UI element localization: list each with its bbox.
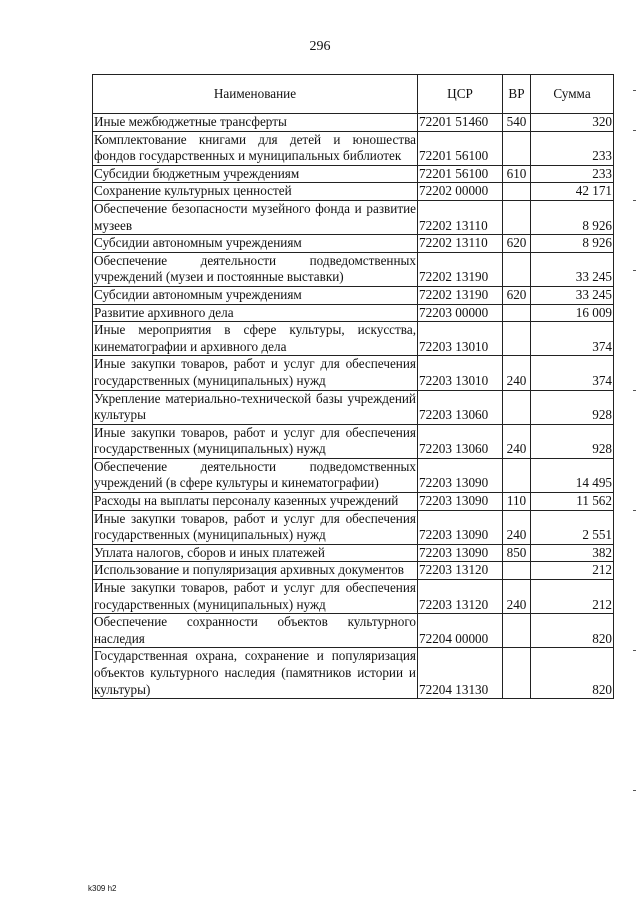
cell-csr: 72203 13090 [418, 544, 503, 562]
cell-sum: 820 [531, 648, 614, 699]
table-row [93, 580, 614, 614]
cell-csr: 72203 13090 [418, 510, 503, 544]
cell-csr: 72203 13060 [418, 390, 503, 424]
cell-csr: 72201 51460 [418, 114, 503, 132]
cell-name: Расходы на выплаты персоналу казенных учреждений [93, 493, 418, 511]
cell-csr: 72202 13110 [418, 200, 503, 234]
header-vr: ВР [503, 75, 531, 114]
header-name: Наименование [93, 75, 418, 114]
cell-csr: 72203 13090 [418, 458, 503, 492]
cell-sum: 928 [531, 390, 614, 424]
table-row [93, 544, 614, 562]
cell-csr: 72203 13090 [418, 493, 503, 511]
cell-sum: 233 [531, 165, 614, 183]
table-row [93, 648, 614, 699]
cell-csr: 72203 00000 [418, 304, 503, 322]
cell-name: Иные межбюджетные трансферты [93, 114, 418, 132]
table-row [93, 356, 614, 390]
cell-vr: 620 [503, 286, 531, 304]
header-csr: ЦСР [418, 75, 503, 114]
cell-csr: 72202 00000 [418, 183, 503, 201]
cell-vr: 240 [503, 580, 531, 614]
cell-vr [503, 200, 531, 234]
cell-csr: 72202 13190 [418, 252, 503, 286]
margin-marks [633, 90, 639, 890]
footer-code: k309 h2 [88, 884, 117, 893]
cell-csr: 72201 56100 [418, 131, 503, 165]
cell-name: Использование и популяризация архивных документов [93, 562, 418, 580]
cell-name: Сохранение культурных ценностей [93, 183, 418, 201]
cell-vr [503, 614, 531, 648]
cell-sum: 16 009 [531, 304, 614, 322]
cell-sum: 11 562 [531, 493, 614, 511]
table-row [93, 235, 614, 253]
cell-name: Обеспечение деятельности подведомственных учреждений (музеи и постоянные выставки) [93, 252, 418, 286]
page-number: 296 [309, 39, 331, 54]
table-row [93, 562, 614, 580]
table-row [93, 510, 614, 544]
table-row [93, 493, 614, 511]
cell-sum: 382 [531, 544, 614, 562]
cell-vr: 240 [503, 510, 531, 544]
table-row [93, 458, 614, 492]
table-row [93, 252, 614, 286]
cell-sum: 212 [531, 562, 614, 580]
cell-vr: 610 [503, 165, 531, 183]
cell-name: Комплектование книгами для детей и юношества фондов государственных и муниципальных библиотек [93, 131, 418, 165]
cell-vr [503, 183, 531, 201]
table-row [93, 183, 614, 201]
table-header-row [93, 75, 614, 114]
cell-sum: 14 495 [531, 458, 614, 492]
cell-vr [503, 304, 531, 322]
cell-csr: 72203 13120 [418, 562, 503, 580]
cell-csr: 72203 13010 [418, 356, 503, 390]
cell-name: Субсидии бюджетным учреждениям [93, 165, 418, 183]
cell-vr [503, 131, 531, 165]
cell-name: Уплата налогов, сборов и иных платежей [93, 544, 418, 562]
cell-sum: 42 171 [531, 183, 614, 201]
cell-csr: 72202 13110 [418, 235, 503, 253]
table-row [93, 614, 614, 648]
cell-csr: 72204 00000 [418, 614, 503, 648]
cell-name: Иные закупки товаров, работ и услуг для обеспечения государственных (муниципальных) нужд [93, 580, 418, 614]
table-body [93, 114, 614, 699]
table-row [93, 322, 614, 356]
cell-sum: 928 [531, 424, 614, 458]
cell-csr: 72202 13190 [418, 286, 503, 304]
cell-vr [503, 252, 531, 286]
cell-sum: 33 245 [531, 286, 614, 304]
cell-csr: 72203 13120 [418, 580, 503, 614]
cell-vr [503, 390, 531, 424]
cell-vr: 240 [503, 356, 531, 390]
cell-name: Субсидии автономным учреждениям [93, 286, 418, 304]
cell-name: Развитие архивного дела [93, 304, 418, 322]
cell-vr: 540 [503, 114, 531, 132]
table-row [93, 200, 614, 234]
cell-sum: 8 926 [531, 200, 614, 234]
table-row [93, 424, 614, 458]
cell-sum: 212 [531, 580, 614, 614]
cell-name: Государственная охрана, сохранение и популяризация объектов культурного наследия (памятников истории и культуры) [93, 648, 418, 699]
table-row [93, 114, 614, 132]
cell-vr: 850 [503, 544, 531, 562]
cell-sum: 320 [531, 114, 614, 132]
cell-vr: 110 [503, 493, 531, 511]
cell-sum: 33 245 [531, 252, 614, 286]
cell-name: Обеспечение безопасности музейного фонда и развитие музеев [93, 200, 418, 234]
cell-vr [503, 562, 531, 580]
cell-vr: 240 [503, 424, 531, 458]
table-row [93, 390, 614, 424]
cell-name: Обеспечение сохранности объектов культурного наследия [93, 614, 418, 648]
budget-table [92, 74, 614, 699]
cell-name: Обеспечение деятельности подведомственных учреждений (в сфере культуры и кинематографии) [93, 458, 418, 492]
cell-sum: 374 [531, 322, 614, 356]
cell-sum: 233 [531, 131, 614, 165]
cell-csr: 72204 13130 [418, 648, 503, 699]
cell-csr: 72201 56100 [418, 165, 503, 183]
cell-csr: 72203 13010 [418, 322, 503, 356]
header-sum: Сумма [531, 75, 614, 114]
cell-csr: 72203 13060 [418, 424, 503, 458]
cell-vr: 620 [503, 235, 531, 253]
cell-vr [503, 648, 531, 699]
table-row [93, 165, 614, 183]
cell-name: Иные мероприятия в сфере культуры, искусства, кинематографии и архивного дела [93, 322, 418, 356]
cell-vr [503, 322, 531, 356]
table-row [93, 304, 614, 322]
cell-sum: 2 551 [531, 510, 614, 544]
cell-name: Иные закупки товаров, работ и услуг для обеспечения государственных (муниципальных) нужд [93, 356, 418, 390]
cell-sum: 374 [531, 356, 614, 390]
cell-sum: 8 926 [531, 235, 614, 253]
cell-sum: 820 [531, 614, 614, 648]
table-row [93, 131, 614, 165]
cell-name: Субсидии автономным учреждениям [93, 235, 418, 253]
cell-name: Укрепление материально-технической базы учреждений культуры [93, 390, 418, 424]
cell-name: Иные закупки товаров, работ и услуг для обеспечения государственных (муниципальных) нужд [93, 510, 418, 544]
table-row [93, 286, 614, 304]
cell-vr [503, 458, 531, 492]
cell-name: Иные закупки товаров, работ и услуг для обеспечения государственных (муниципальных) нужд [93, 424, 418, 458]
